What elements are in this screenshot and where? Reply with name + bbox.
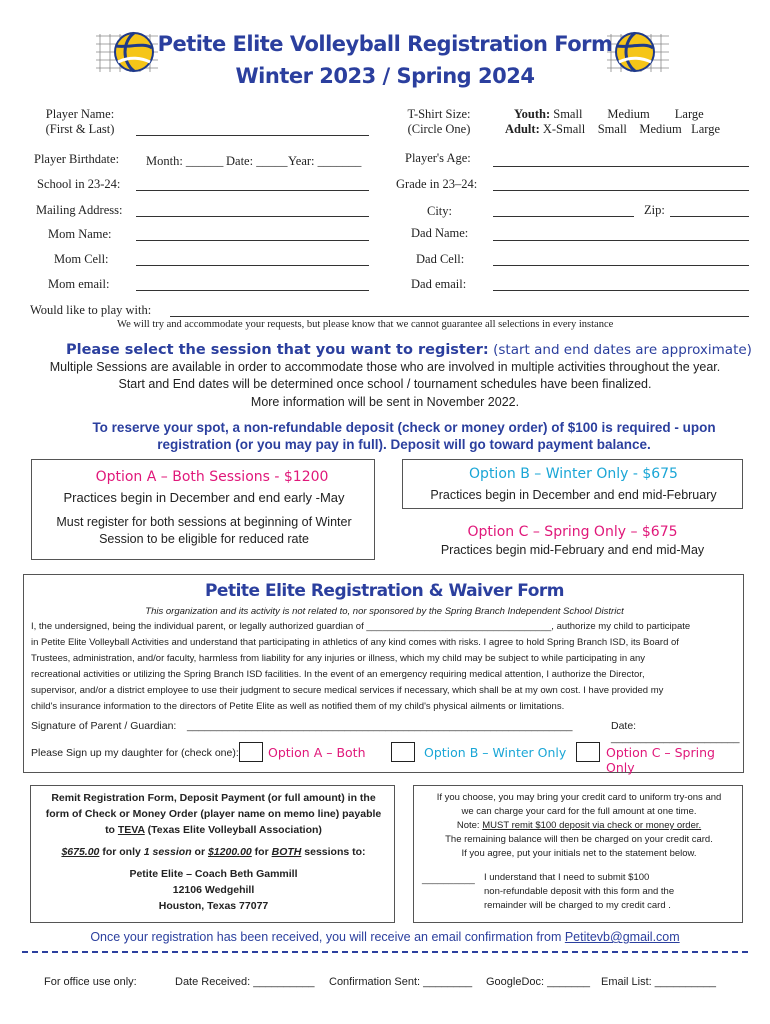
option-a-line2: Must register for both sessions at beginning of Winter (56, 515, 352, 529)
confirmation-email-link[interactable]: Petitevb@gmail.com (564, 930, 680, 944)
waiver-paragraph-line2: in Petite Elite Volleyball Activities and understand that participating in athletics of any kind comes with risks. I agree to hold Spring Branch ISD, its Board of (31, 637, 679, 648)
remit-amount-mid2: or (191, 846, 208, 858)
dad-email-field[interactable] (493, 290, 749, 291)
date-received-field[interactable]: Date Received: __________ (175, 976, 315, 988)
adult-sizes: X-Small Small Medium Large (542, 122, 721, 136)
remit-box (30, 785, 395, 923)
office-use-label: For office use only: (44, 976, 137, 988)
school-field[interactable] (136, 190, 369, 191)
city-field[interactable] (493, 216, 634, 217)
mom-name-label: Mom Name: (48, 227, 112, 241)
date-field[interactable]: Date: _____ (226, 154, 288, 168)
youth-size-row[interactable] (514, 107, 704, 122)
remit-line1: Remit Registration Form, Deposit Payment (or full amount) in the (51, 792, 376, 804)
option-b-check-label: Option B – Winter Only (424, 745, 567, 760)
year-field[interactable]: Year: _______ (288, 154, 362, 168)
option-a-line3: Session to be eligible for reduced rate (99, 532, 309, 546)
remit-line3 (31, 824, 396, 836)
card-ack2: non-refundable deposit with this form and the (484, 886, 675, 897)
remit-amount-one: $675.00 (61, 846, 100, 858)
googledoc-field[interactable]: GoogleDoc: _______ (486, 976, 590, 988)
birthdate-label: Player Birthdate: (34, 152, 120, 166)
option-a-title: Option A – Both Sessions - $1200 (95, 469, 329, 485)
card-ack1: I understand that I need to submit $100 (484, 872, 650, 883)
credit-card-box (413, 785, 743, 923)
deposit-line1: To reserve your spot, a non-refundable deposit (check or money order) of $100 is required - upon (92, 420, 716, 435)
remit-address2: 12106 Wedgehill (172, 884, 255, 896)
deposit-line2: registration (or you may pay in full). Deposit will go toward payment balance. (157, 437, 651, 452)
card-line1: If you choose, you may bring your credit card to uniform try-ons and (436, 792, 722, 803)
remit-line3-post: (Texas Elite Volleyball Association) (144, 824, 322, 836)
remit-both: BOTH (271, 846, 302, 858)
player-name-field[interactable] (136, 135, 369, 136)
session-heading-note: (start and end dates are approximate) (493, 342, 752, 358)
remit-line3-pre: to (105, 824, 118, 836)
player-name-sublabel: (First & Last) (45, 122, 115, 136)
remit-line2: form of Check or Money Order (player name on memo line) payable (45, 808, 382, 820)
email-list-field[interactable]: Email List: __________ (601, 976, 716, 988)
page-title: Petite Elite Volleyball Registration Form (157, 32, 613, 56)
option-b-checkbox[interactable] (391, 742, 415, 762)
age-label: Player's Age: (405, 151, 471, 165)
initials-field[interactable]: __________ (422, 874, 475, 885)
card-note-text: MUST remit $100 deposit via check or money order. (482, 820, 702, 831)
zip-field[interactable] (670, 216, 749, 217)
signature-label: Signature of Parent / Guardian: (31, 720, 177, 732)
age-field[interactable] (493, 166, 749, 167)
card-line4: The remaining balance will then be charged on your credit card. (445, 834, 713, 845)
school-label: School in 23-24: (37, 177, 121, 191)
session-info-line2: Start and End dates will be determined once school / tournament schedules have been finalized. (118, 377, 652, 391)
remit-one-session: 1 session (143, 846, 192, 858)
option-a-check-label: Option A – Both (268, 745, 366, 760)
waiver-paragraph-line6: child's insurance information to the directors of Petite Elite as well as notified them of my child's physical ailments or limitations. (31, 701, 565, 712)
zip-label: Zip: (644, 203, 665, 217)
dad-cell-label: Dad Cell: (416, 252, 465, 266)
signup-label: Please Sign up my daughter for (check one): (31, 747, 239, 759)
option-b-box[interactable] (402, 459, 743, 509)
remit-amount-mid1: for only (99, 846, 144, 858)
city-label: City: (427, 204, 453, 218)
adult-label: Adult: (505, 122, 540, 136)
mailing-field[interactable] (136, 216, 369, 217)
option-b-line1: Practices begin in December and end mid-February (430, 488, 717, 502)
option-c-checkbox[interactable] (576, 742, 600, 762)
mom-email-field[interactable] (136, 290, 369, 291)
waiver-box (23, 574, 744, 773)
session-info-line1: Multiple Sessions are available in order to accommodate those who are involved in multiple activities throughout the year. (49, 360, 721, 374)
youth-sizes: Small Medium Large (553, 107, 704, 121)
confirmation-sent-field[interactable]: Confirmation Sent: ________ (329, 976, 473, 988)
waiver-paragraph-line3: Trustees, administration, and/or faculty, harmless from liability for any injuries or illness, which my child may be subject to while participating in any (31, 653, 646, 664)
dad-email-label: Dad email: (411, 277, 467, 291)
confirmation-text (0, 930, 770, 944)
tshirt-size-label: T-Shirt Size: (407, 107, 471, 121)
card-ack3: remainder will be charged to my credit card . (484, 900, 671, 911)
youth-label: Youth: (514, 107, 551, 121)
remit-address3: Houston, Texas 77077 (158, 900, 269, 912)
card-line2: we can charge your card for the full amount at one time. (461, 806, 697, 817)
dashed-divider (22, 951, 748, 953)
option-c-check-label: Option C – Spring Only (606, 745, 715, 775)
remit-amount-mid3: for (251, 846, 272, 858)
mom-email-label: Mom email: (48, 277, 110, 291)
remit-teva: TEVA (117, 824, 145, 836)
mom-name-field[interactable] (136, 240, 369, 241)
card-line5: If you agree, put your initials net to the statement below. (461, 848, 697, 859)
waiver-title: Petite Elite Registration & Waiver Form (204, 581, 565, 601)
confirmation-message: Once your registration has been received, you will receive an email confirmation from (90, 930, 565, 944)
play-with-note: We will try and accommodate your requests, but please know that we cannot guarantee all selections in every instance (117, 319, 614, 330)
waiver-paragraph-line5: supervisor, and/or a district employee to use their judgment to secure medical services if necessary, which shall be at my own cost. I have provided my (31, 685, 664, 696)
remit-amount-end: sessions to: (301, 846, 366, 858)
session-heading-text: Please select the session that you want to register: (66, 342, 489, 358)
mailing-label: Mailing Address: (36, 203, 123, 217)
option-a-checkbox[interactable] (239, 742, 263, 762)
session-info-line3: More information will be sent in November 2022. (250, 395, 520, 409)
option-a-box[interactable] (31, 459, 375, 560)
waiver-paragraph-line1: I, the undersigned, being the individual parent, or legally authorized guardian of ___________________________________, authorize my child to participate (31, 621, 691, 632)
grade-field[interactable] (493, 190, 749, 191)
player-name-label: Player Name: (45, 107, 115, 121)
card-note-label: Note: (456, 820, 483, 831)
page-subtitle: Winter 2023 / Spring 2024 (235, 64, 535, 88)
dad-name-field[interactable] (493, 240, 749, 241)
play-with-label: Would like to play with: (30, 303, 152, 317)
session-heading (66, 341, 752, 359)
remit-address1: Petite Elite – Coach Beth Gammill (129, 868, 298, 880)
signature-field[interactable]: __________________________________________________________________ (187, 720, 573, 732)
card-line3 (414, 820, 744, 831)
option-c-line1: Practices begin mid-February and end mid-May (440, 543, 705, 557)
play-with-field[interactable] (170, 316, 749, 317)
option-a-line1: Practices begin in December and end early -May (63, 490, 345, 505)
remit-amounts (31, 846, 396, 858)
grade-label: Grade in 23–24: (396, 177, 478, 191)
tshirt-size-sublabel: (Circle One) (407, 122, 471, 136)
month-field[interactable]: Month: ______ (146, 154, 224, 168)
remit-amount-both: $1200.00 (207, 846, 252, 858)
mom-cell-label: Mom Cell: (54, 252, 109, 266)
dad-cell-field[interactable] (493, 265, 749, 266)
option-c-title[interactable]: Option C – Spring Only – $675 (467, 524, 678, 540)
option-b-title: Option B – Winter Only - $675 (469, 466, 678, 482)
dad-name-label: Dad Name: (411, 226, 469, 240)
mom-cell-field[interactable] (136, 265, 369, 266)
signature-date-field[interactable]: Date: ______________________ (611, 720, 740, 744)
adult-size-row[interactable] (505, 122, 720, 137)
waiver-paragraph-line4: recreational activities or utilizing the Spring Branch ISD facilities. In the event of an emergency requiring medical attention, I authorize the Director, (31, 669, 645, 680)
waiver-subtitle: This organization and its activity is not related to, nor sponsored by the Spring Branch Independent School District (145, 606, 624, 617)
